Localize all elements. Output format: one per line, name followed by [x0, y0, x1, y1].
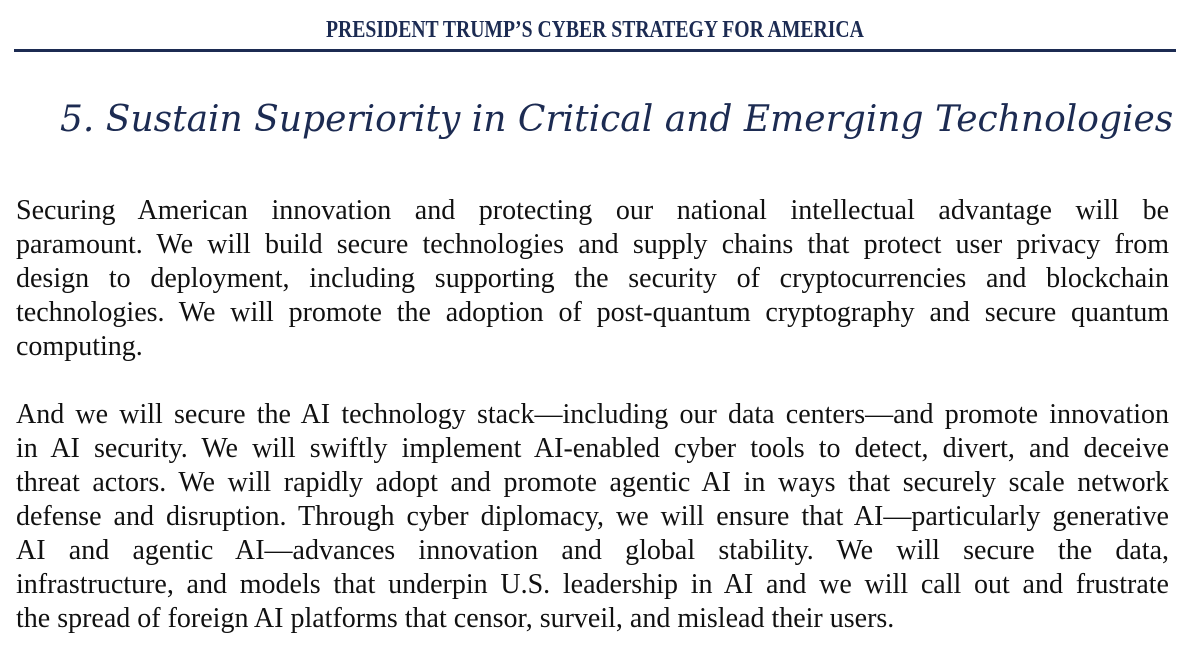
section-heading: 5. Sustain Superiority in Critical and Emerging Technologies	[60, 99, 1174, 140]
paragraph-line: AI and agentic AI—advances innovation and global stability. We will secure the data,	[16, 535, 1169, 566]
paragraph-line: infrastructure, and models that underpin U.S. leadership in AI and we will call out and frustrate	[16, 569, 1169, 600]
paragraph-line: the spread of foreign AI platforms that censor, surveil, and mislead their users.	[16, 603, 895, 634]
paragraph-line: technologies. We will promote the adoption of post-quantum cryptography and secure quantum	[16, 297, 1169, 328]
paragraph-line: design to deployment, including supporting the security of cryptocurrencies and blockchain	[16, 263, 1169, 294]
running-header-title: PRESIDENT TRUMP’S CYBER STRATEGY FOR AMERICA	[326, 17, 864, 43]
paragraph-line: defense and disruption. Through cyber diplomacy, we will ensure that AI—particularly generative	[16, 501, 1169, 532]
body-paragraph-1	[16, 194, 1169, 364]
paragraph-line: computing.	[16, 331, 143, 362]
body-paragraph-2	[16, 398, 1169, 636]
paragraph-line: threat actors. We will rapidly adopt and promote agentic AI in ways that securely scale network	[16, 467, 1169, 498]
running-header	[14, 12, 1176, 52]
paragraph-line: in AI security. We will swiftly implement AI-enabled cyber tools to detect, divert, and deceive	[16, 433, 1169, 464]
paragraph-line: Securing American innovation and protecting our national intellectual advantage will be	[16, 195, 1169, 226]
paragraph-line: And we will secure the AI technology stack—including our data centers—and promote innovation	[16, 399, 1169, 430]
paragraph-line: paramount. We will build secure technologies and supply chains that protect user privacy from	[16, 229, 1169, 260]
